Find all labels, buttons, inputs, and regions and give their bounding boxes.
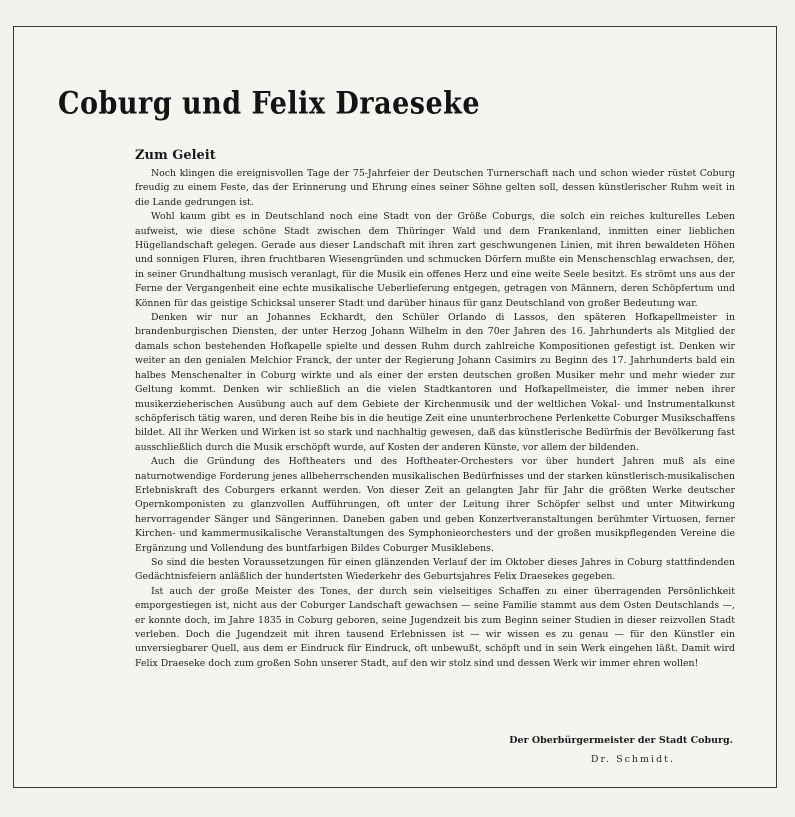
paragraph-2: Wohl kaum gibt es in Deutschland noch eine Stadt von der Größe Coburgs, die solch ein reiches kulturelles Leben aufweist, wie diese schöne Stadt zwischen dem Thüringer Wald und dem Frankenland, inmitten einer lieblichen Hügellandschaft gelegen. Gerade aus dieser Landschaft mit ihren zart geschwungenen Linien, mit ihren bewaldeten Höhen und sonnigen Fluren, ihren fruchtbaren Wiesengründen und schmucken Dörfern mußte ein Menschenschlag erwachsen, der, in seiner Grundhaltung musisch veranlagt, für die Musik ein offenes Herz und eine weite Seele besitzt. Es strömt uns aus der Ferne der Vergangenheit eine echte musikalische Ueberlieferung entgegen, getragen von Männern, deren Schöpfertum und Können für das geistige Schicksal unserer Stadt und darüber hinaus für ganz Deutschland von großer Bedeutung war. [135,211,735,309]
paragraph-1: Noch klingen die ereignisvollen Tage der 75-Jahrfeier der Deutschen Turnerschaft nach und schon wieder rüstet Coburg freudig zu einem Feste, das der Erinnerung und Ehrung eines seiner Söhne gelten soll, dessen künstlerischer Ruhm weit in die Lande gedrungen ist. [135,168,735,208]
page-title: Coburg und Felix Draeseke [58,86,481,122]
paragraph-6: Ist auch der große Meister des Tones, der durch sein vielseitiges Schaffen zu einer überragenden Persönlichkeit emporgestiegen ist, nicht aus der Coburger Landschaft gewachsen — seine Familie stammt aus dem Osten Deutschlands —, er konnte doch, im Jahre 1835 in Coburg geboren, seine Jugendzeit bis zum Beginn seiner Studien in dieser reizvollen Stadt verleben. Doch die Jugendzeit mit ihren tausend Erlebnissen ist — wir wissen es zu genau — für den Künstler ein unversiegbarer Quell, aus dem er Eindruck für Eindruck, oft unbewußt, schöpft und in sein Werk eingehen läßt. Damit wird Felix Draeseke doch zum großen Sohn unserer Stadt, auf den wir stolz sind und dessen Werk wir immer ehren wollen! [135,585,735,669]
article-body [135,167,735,671]
signature-name: Dr. Schmidt. [590,754,675,765]
signature-office: Der Oberbürgermeister der Stadt Coburg. [509,735,733,746]
paragraph-5: So sind die besten Voraussetzungen für einen glänzenden Verlauf der im Oktober dieses Jahres in Coburg stattfindenden Gedächtnisfeiern anläßlich der hundertsten Wiederkehr des Geburtsjahres Felix Draesekes gegeben. [135,556,735,583]
section-heading: Zum Geleit [135,148,216,163]
paragraph-3: Denken wir nur an Johannes Eckhardt, den Schüler Orlando di Lassos, den späteren Hofkapellmeister in brandenburgischen Diensten, der unter Herzog Johann Wilhelm in den 70er Jahren des 16. Jahrhunderts als Mitglied der damals schon bestehenden Hofkapelle spielte und dessen Ruhm durch zahlreiche Kompositionen gefestigt ist. Denken wir weiter an den genialen Melchior Franck, der unter der Regierung Johann Casimirs zu Beginn des 17. Jahrhunderts bald ein halbes Menschenalter in Coburg wirkte und als einer der ersten deutschen großen Musiker mehr und mehr wieder zur Geltung kommt. Denken wir schließlich an die vielen Stadtkantoren und Hofkapellmeister, die immer neben ihrer musikerzieherischen Ausübung auch auf dem Gebiete der Kirchenmusik und der weltlichen Vokal- und Instrumentalkunst schöpferisch tätig waren, und deren Reihe bis in die heutige Zeit eine ununterbrochene Perlenkette Coburger Musikschaffens bildet. All ihr Werken und Wirken ist so stark und nachhaltig gewesen, daß das künstlerische Bedürfnis der Bevölkerung fast ausschließlich durch die Musik erschöpft wurde, auf Kosten der anderen Künste, vor allem der bildenden. [135,312,735,453]
paragraph-4: Auch die Gründung des Hoftheaters und des Hoftheater-Orchesters vor über hundert Jahren muß als eine naturnotwendige Forderung jenes allbeherrschenden musikalischen Bedürfnisses und der starken künstlerisch-musikalischen Erlebniskraft des Coburgers erkannt werden. Von dieser Zeit an gelangten Jahr für Jahr die größten Werke deutscher Opernkomponisten zu glanzvollen Aufführungen, oft unter der Leitung ihrer Schöpfer selbst und unter Mitwirkung hervorragender Sänger und Sängerinnen. Daneben gaben und geben Konzertveranstaltungen berühmter Virtuosen, ferner Kirchen- und kammermusikalische Veranstaltungen des Symphonieorchesters und der großen musikpflegenden Vereine die Ergänzung und Vollendung des buntfarbigen Bildes Coburger Musiklebens. [135,456,735,554]
